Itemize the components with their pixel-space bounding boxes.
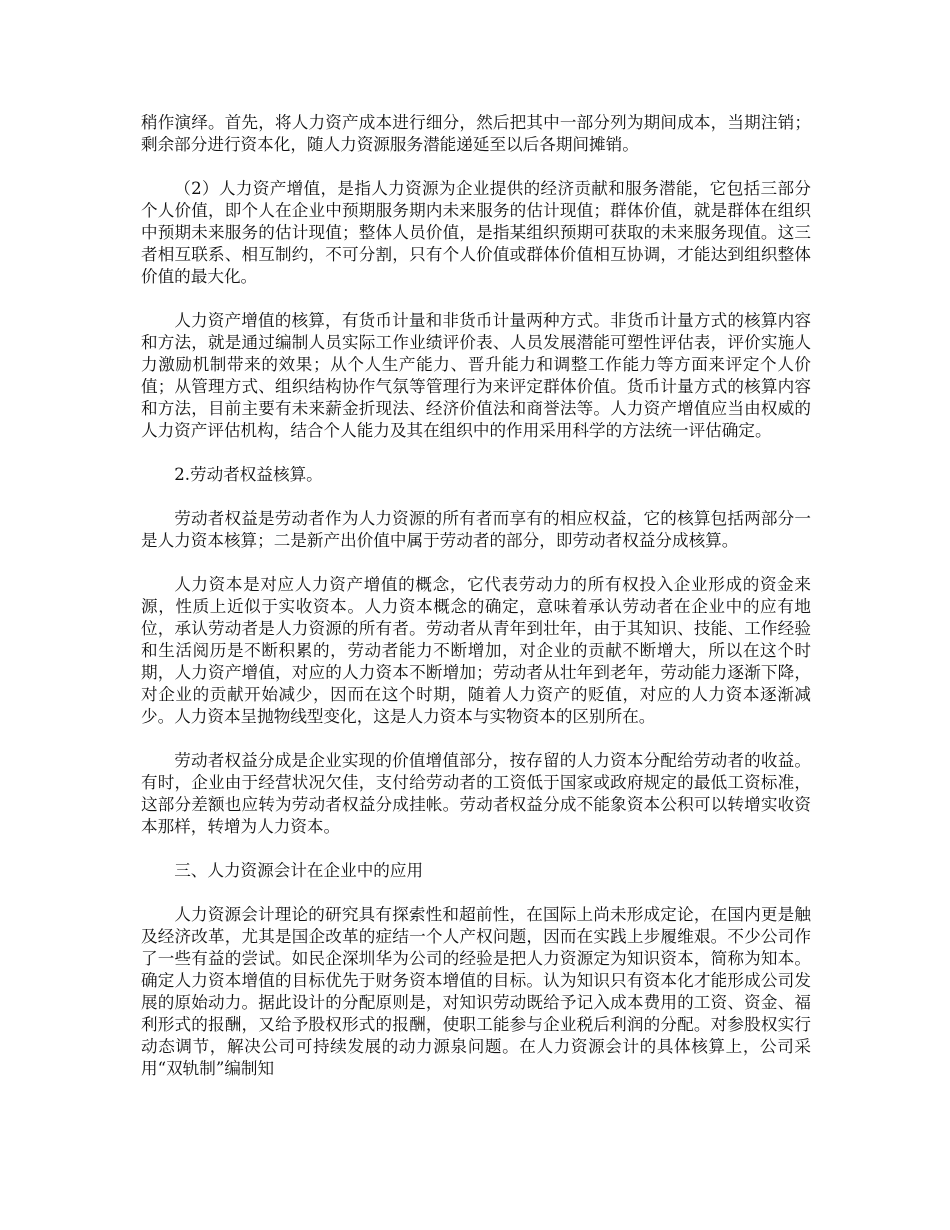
- paragraph-equity-share: 劳动者权益分成是企业实现的价值增值部分，按存留的人力资本分配给劳动者的收益。有时，企业由于经营状况欠佳，支付给劳动者的工资低于国家或政府规定的最低工资标准，这部分差额也应转为劳动者权益分成挂帐。劳动者权益分成不能象资本公积可以转增实收资本那样，转增为人力资本。: [141, 751, 811, 836]
- section-heading-labor-equity: 2.劳动者权益核算。: [174, 465, 323, 484]
- paragraph-cost-allocation: 稍作演绎。首先，将人力资产成本进行细分，然后把其中一部分列为期间成本，当期注销；剩余部分进行资本化，随人力资源服务潜能递延至以后各期间摊销。: [141, 113, 811, 154]
- section-heading-application: 三、人力资源会计在企业中的应用: [174, 861, 424, 880]
- paragraph-labor-equity: 劳动者权益是劳动者作为人力资源的所有者而享有的相应权益，它的核算包括两部分一是人力资本核算；二是新产出价值中属于劳动者的部分，即劳动者权益分成核算。: [141, 509, 811, 550]
- paragraph-human-capital: 人力资本是对应人力资产增值的概念，它代表劳动力的所有权投入企业形成的资金来源，性质上近似于实收资本。人力资本概念的确定，意味着承认劳动者在企业中的应有地位，承认劳动者是人力资源的所有者。劳动者从青年到壮年，由于其知识、技能、工作经验和生活阅历是不断积累的，劳动者能力不断增加，对企业的贡献不断增大，所以在这个时期，人力资产增值，对应的人力资本不断增加；劳动者从壮年到老年，劳动能力逐渐下降，对企业的贡献开始减少，因而在这个时期，随着人力资产的贬值，对应的人力资本逐渐减少。人力资本呈抛物线型变化，这是人力资本与实物资本的区别所在。: [141, 575, 811, 726]
- paragraph-asset-value-increase: （2）人力资产增值，是指人力资源为企业提供的经济贡献和服务潜能，它包括三部分个人价值，即个人在企业中预期服务期内未来服务的估计现值；群体价值，就是群体在组织中预期未来服务的估计现值；整体人员价值，是指某组织预期可获取的未来服务现值。这三者相互联系、相互制约，不可分割，只有个人价值或群体价值相互协调，才能达到组织整体价值的最大化。: [141, 179, 811, 286]
- document-page: [141, 112, 811, 1102]
- paragraph-value-accounting: 人力资产增值的核算，有货币计量和非货币计量两种方式。非货币计量方式的核算内容和方法，就是通过编制人员实际工作业绩评价表、人员发展潜能可塑性评估表，评价实施人力激励机制带来的效果；从个人生产能力、晋升能力和调整工作能力等方面来评定个人价值；从管理方式、组织结构协作气氛等管理行为来评定群体价值。货币计量方式的核算内容和方法，目前主要有未来薪金折现法、经济价值法和商誉法等。人力资产增值应当由权威的人力资产评估机构，结合个人能力及其在组织中的作用采用科学的方法统一评估确定。: [141, 311, 811, 440]
- paragraph-application: 人力资源会计理论的研究具有探索性和超前性，在国际上尚未形成定论，在国内更是触及经济改革，尤其是国企改革的症结一个人产权问题，因而在实践上步履维艰。不少公司作了一些有益的尝试。如民企深圳华为公司的经验是把人力资源定为知识资本，简称为知本。确定人力资本增值的目标优先于财务资本增值的目标。认为知识只有资本化才能形成公司发展的原始动力。据此设计的分配原则是，对知识劳动既给予记入成本费用的工资、资金、福利形式的报酬，又给予股权形式的报酬，使职工能参与企业税后利润的分配。对参股权实行动态调节，解决公司可持续发展的动力源泉问题。在人力资源会计的具体核算上，公司采用“双轨制”编制知: [141, 905, 811, 1078]
